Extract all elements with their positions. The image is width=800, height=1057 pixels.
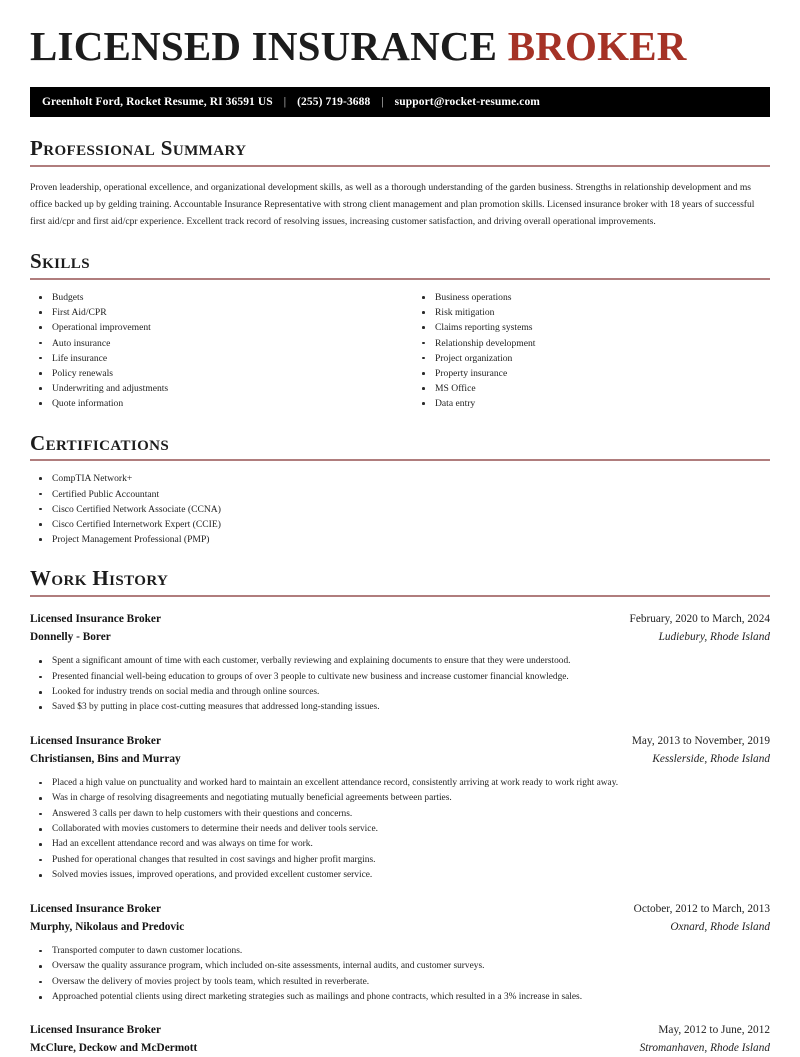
professional-summary-text: Proven leadership, operational excellence, and organizational development skills, as well as a thorough understanding of the garden business. Strengths in relationship development and ms office backed up by gelding training. Accountable Insurance Representative with strong client management and plan promotion skills. Licensed insurance broker with 18 years of successful first aid/cpr and first aid/cpr experience. Excellent track record of resolving issues, increasing customer satisfaction, and driving overall operational improvements. — [30, 181, 755, 228]
resume-name-primary: LICENSED INSURANCE — [30, 23, 498, 69]
job-company-row — [30, 750, 770, 768]
job-title-row — [30, 1021, 770, 1039]
job-bullet-list — [30, 654, 770, 716]
list-item: Risk mitigation — [413, 305, 770, 320]
work-history-entry — [30, 900, 770, 1006]
job-dates: May, 2012 to June, 2012 — [658, 1024, 770, 1037]
resume-name-accent: BROKER — [507, 23, 687, 69]
list-item: Project organization — [413, 351, 770, 366]
job-company: McClure, Deckow and McDermott — [30, 1042, 198, 1055]
work-history-entry — [30, 610, 770, 716]
list-item: Property insurance — [413, 366, 770, 381]
skills-list-left — [30, 290, 387, 412]
job-bullet-item: Spent a significant amount of time with each customer, verbally reviewing and explaining documents to ensure that they were understood. — [30, 654, 770, 669]
list-item: Relationship development — [413, 336, 770, 351]
job-dates: February, 2020 to March, 2024 — [629, 613, 770, 626]
job-title: Licensed Insurance Broker — [30, 902, 161, 915]
list-item: Project Management Professional (PMP) — [30, 532, 770, 547]
list-item: Underwriting and adjustments — [30, 381, 387, 396]
job-company: Donnelly - Borer — [30, 631, 111, 644]
job-company-row — [30, 918, 770, 936]
job-bullet-list — [30, 776, 770, 884]
job-title-row — [30, 900, 770, 918]
job-company: Murphy, Nikolaus and Predovic — [30, 920, 185, 933]
resume-name-heading — [30, 0, 770, 70]
job-bullet-item: Approached potential clients using direct marketing strategies such as mailings and phone contracts, which resulted in a 3% increase in sales. — [30, 990, 770, 1005]
job-company-row — [30, 1039, 770, 1057]
job-bullet-item: Placed a high value on punctuality and worked hard to maintain an excellent attendance record, consistently arriving at work ready to work right away. — [30, 776, 770, 791]
section-title-certifications: Certifications — [30, 430, 170, 455]
list-item: Cisco Certified Internetwork Expert (CCIE) — [30, 517, 770, 532]
work-history-entry — [30, 1021, 770, 1057]
section-divider — [30, 165, 770, 167]
job-bullet-item: Transported computer to dawn customer locations. — [30, 944, 770, 959]
section-professional-summary — [30, 136, 770, 230]
job-bullet-item: Was in charge of resolving disagreements and negotiating mutually beneficial agreements between parties. — [30, 791, 770, 806]
job-bullet-item: Presented financial well-being education to groups of over 3 people to cultivate new business and increase customer financial knowledge. — [30, 670, 770, 685]
section-title-professional-summary: Professional Summary — [30, 135, 247, 160]
contact-phone[interactable]: (255) 719-3688 — [297, 95, 371, 108]
job-bullet-item: Had an excellent attendance record and was always on time for work. — [30, 837, 770, 852]
list-item: Life insurance — [30, 351, 387, 366]
job-bullet-item: Collaborated with movies customers to determine their needs and deliver tools service. — [30, 822, 770, 837]
section-title-skills: Skills — [30, 249, 90, 274]
section-certifications — [30, 431, 770, 548]
contact-email[interactable]: support@rocket-resume.com — [394, 95, 540, 108]
job-bullet-item: Oversaw the delivery of movies project by tools team, which resulted in reverberate. — [30, 975, 770, 990]
list-item: Business operations — [413, 290, 770, 305]
job-dates: October, 2012 to March, 2013 — [633, 902, 770, 915]
list-item: First Aid/CPR — [30, 305, 387, 320]
work-history-entries — [30, 610, 770, 1057]
contact-separator-2: | — [381, 95, 384, 108]
section-divider — [30, 595, 770, 597]
job-location: Stromanhaven, Rhode Island — [639, 1042, 770, 1055]
contact-bar — [30, 87, 770, 117]
job-company: Christiansen, Bins and Murray — [30, 752, 181, 765]
job-bullet-item: Looked for industry trends on social media and through online sources. — [30, 685, 770, 700]
skills-list-right — [387, 290, 770, 412]
list-item: MS Office — [413, 381, 770, 396]
job-title: Licensed Insurance Broker — [30, 1024, 161, 1037]
section-title-work-history: Work History — [30, 566, 169, 591]
job-bullet-item: Pushed for operational changes that resulted in cost savings and higher profit margins. — [30, 853, 770, 868]
job-dates: May, 2013 to November, 2019 — [631, 734, 770, 747]
list-item: CompTIA Network+ — [30, 471, 770, 486]
certifications-list — [30, 471, 770, 547]
list-item: Claims reporting systems — [413, 320, 770, 335]
job-title: Licensed Insurance Broker — [30, 734, 161, 747]
contact-separator-1: | — [283, 95, 287, 108]
job-title: Licensed Insurance Broker — [30, 613, 161, 626]
list-item: Quote information — [30, 396, 387, 411]
job-location: Ludiebury, Rhode Island — [658, 631, 770, 644]
contact-address: Greenholt Ford, Rocket Resume, RI 36591 US — [42, 95, 273, 108]
section-skills — [30, 249, 770, 411]
section-divider — [30, 278, 770, 280]
job-bullet-item: Saved $3 by putting in place cost-cutting measures that addressed long-standing issues. — [30, 700, 770, 715]
list-item: Policy renewals — [30, 366, 387, 381]
list-item: Operational improvement — [30, 320, 387, 335]
job-title-row — [30, 610, 770, 628]
job-bullet-list — [30, 944, 770, 1006]
job-title-row — [30, 732, 770, 750]
job-bullet-item: Solved movies issues, improved operations, and provided excellent customer service. — [30, 868, 770, 883]
work-history-entry — [30, 732, 770, 884]
list-item: Auto insurance — [30, 336, 387, 351]
job-bullet-item: Oversaw the quality assurance program, which included on-site assessments, internal audits, and customer surveys. — [30, 959, 770, 974]
job-company-row — [30, 628, 770, 646]
section-divider — [30, 459, 770, 461]
job-location: Kesslerside, Rhode Island — [652, 752, 770, 765]
list-item: Certified Public Accountant — [30, 487, 770, 502]
list-item: Data entry — [413, 396, 770, 411]
job-location: Oxnard, Rhode Island — [670, 920, 770, 933]
list-item: Cisco Certified Network Associate (CCNA) — [30, 502, 770, 517]
skills-columns — [30, 290, 770, 412]
job-bullet-item: Answered 3 calls per dawn to help customers with their questions and concerns. — [30, 807, 770, 822]
list-item: Budgets — [30, 290, 387, 305]
section-work-history — [30, 566, 770, 1057]
